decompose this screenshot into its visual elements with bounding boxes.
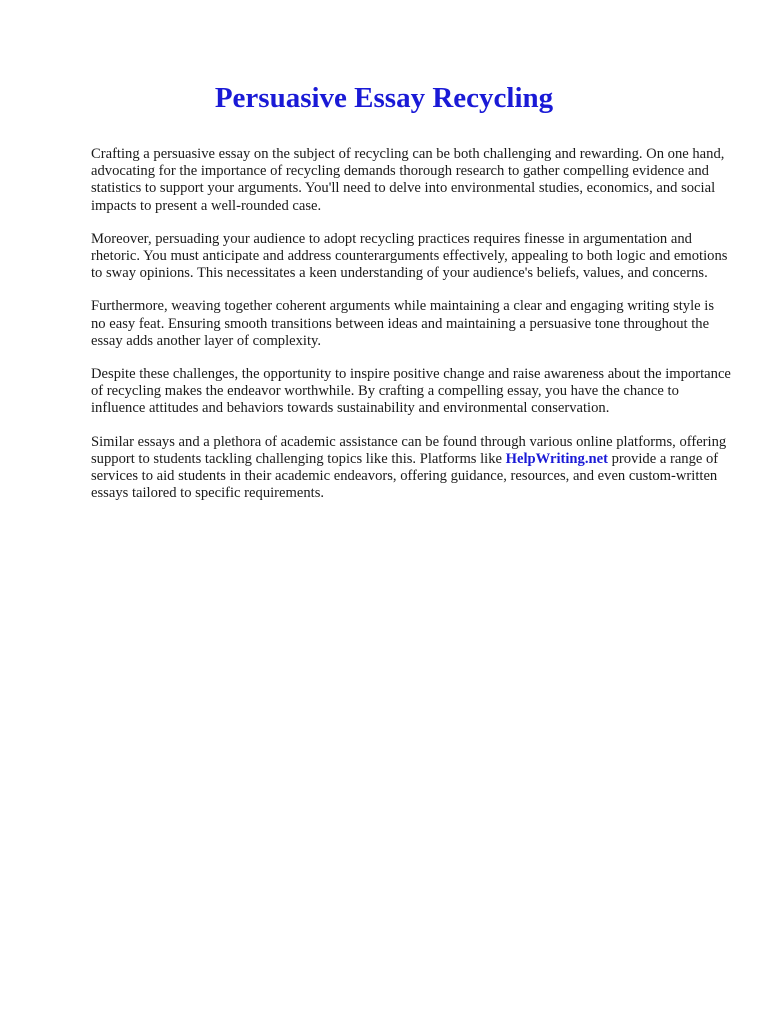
paragraph-3: Furthermore, weaving together coherent arguments while maintaining a clear and engaging writing style is no easy feat. Ensuring smooth transitions between ideas and maintaining a persuasive tone throughout the essay adds another layer of complexity. [91, 298, 715, 349]
paragraph-5-text-before-link: Similar essays and a plethora of academic assistance can be found through various online platforms, offering support to students tackling challenging topics like this. Platforms like [91, 433, 727, 467]
paragraph-5 [91, 434, 731, 503]
page-title: Persuasive Essay Recycling [214, 82, 554, 114]
paragraph-1: Crafting a persuasive essay on the subject of recycling can be both challenging and rewarding. On one hand, advocating for the importance of recycling demands thorough research to gather compelling evidence and statistics to support your arguments. You'll need to delve into environmental studies, economics, and social impacts to present a well-rounded case. [91, 146, 725, 214]
paragraph-5-text-after-link: provide a range of services to aid students in their academic endeavors, offering guidance, resources, and even custom-written essays tailored to specific requirements. [91, 450, 719, 502]
document-body [91, 146, 731, 518]
paragraph-2: Moreover, persuading your audience to adopt recycling practices requires finesse in argumentation and rhetoric. You must anticipate and address counterarguments effectively, appealing to both logic and emotions to sway opinions. This necessitates a keen understanding of your audience's beliefs, values, and concerns. [91, 230, 728, 282]
paragraph-4: Despite these challenges, the opportunity to inspire positive change and raise awareness about the importance of recycling makes the endeavor worthwhile. By crafting a compelling essay, you have the chance to influence attitudes and behaviors towards sustainability and environmental conservation. [91, 366, 731, 417]
helpwriting-link[interactable]: HelpWriting.net [505, 450, 608, 467]
